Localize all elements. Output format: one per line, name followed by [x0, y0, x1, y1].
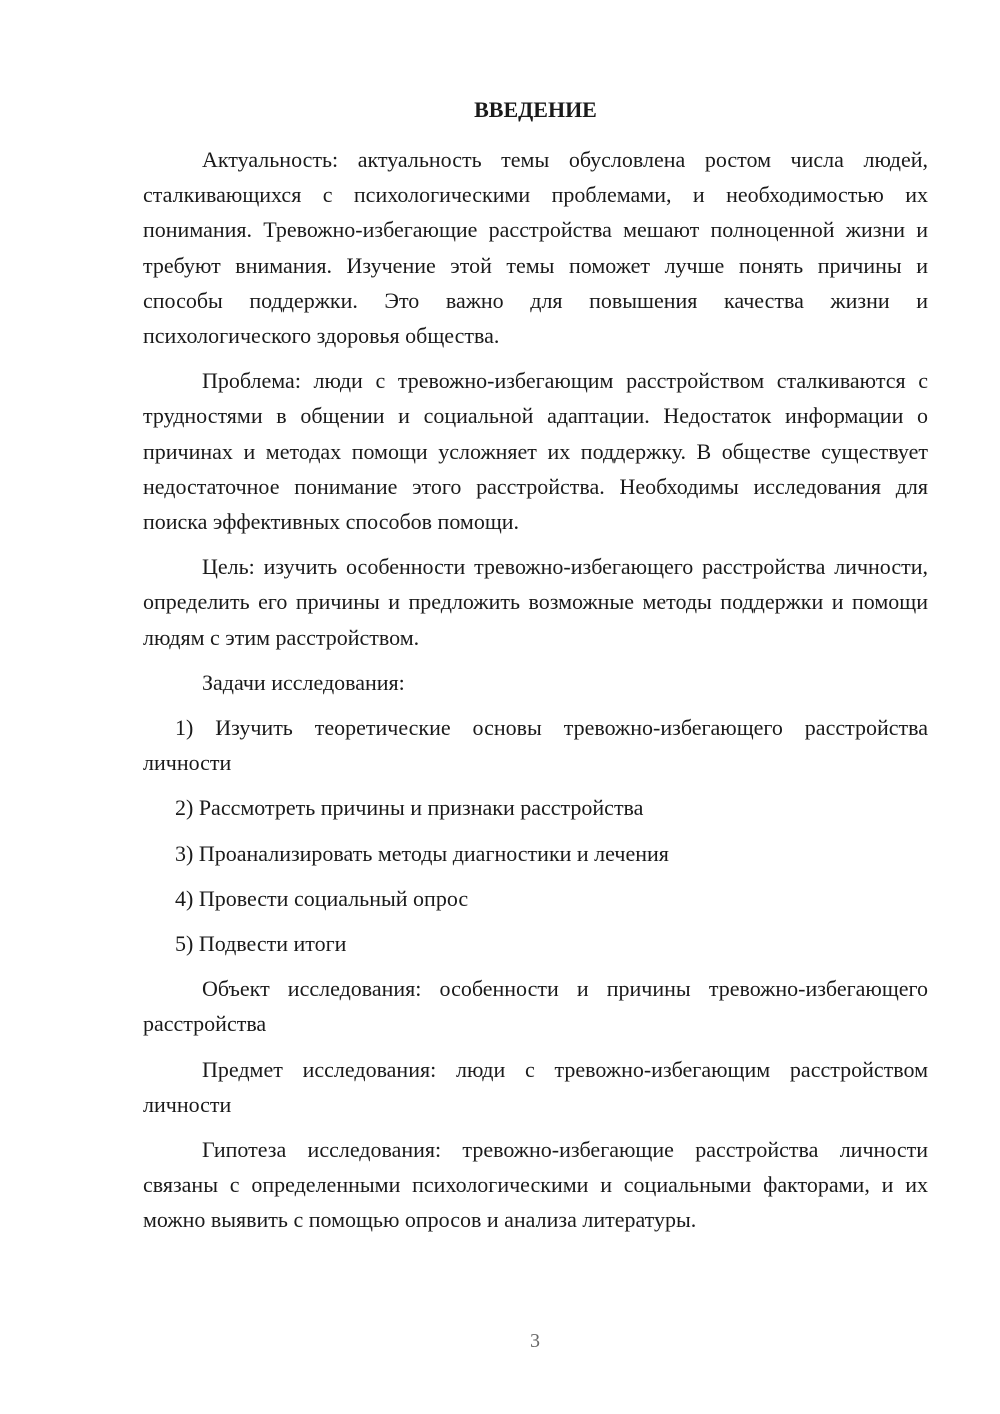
- section-title: ВВЕДЕНИЕ: [474, 97, 597, 122]
- task-item: 4) Провести социальный опрос: [175, 885, 469, 911]
- relevance-paragraph: Актуальность: актуальность темы обусловлена ростом числа людей, сталкивающихся с психологическими проблемами, и необходимостью их понимания. Тревожно-избегающие расстройства мешают полноценной жизни и требуют внимания. Изучение этой темы поможет лучше понять причины и способы поддержки. Это важно для повышения качества жизни и психологического здоровья общества.: [143, 147, 928, 349]
- hypothesis-paragraph: Гипотеза исследования: тревожно-избегающие расстройства личности связаны с определенными психологическими и социальными факторами, и их можно выявить с помощью опросов и анализа литературы.: [143, 1137, 928, 1233]
- task-item: 5) Подвести итоги: [175, 931, 347, 957]
- problem-paragraph: Проблема: люди с тревожно-избегающим расстройством сталкиваются с трудностями в общении и социальной адаптации. Недостаток информации о причинах и методах помощи усложняет их поддержку. В обществе существует недостаточное понимание этого расстройства. Необходимы исследования для поиска эффективных способов помощи.: [143, 368, 928, 535]
- document-page: [143, 92, 928, 1248]
- task-item: 3) Проанализировать методы диагностики и лечения: [175, 840, 669, 866]
- tasks-heading: Задачи исследования:: [202, 669, 405, 695]
- object-paragraph: Объект исследования: особенности и причины тревожно-избегающего расстройства: [143, 976, 928, 1037]
- subject-paragraph: Предмет исследования: люди с тревожно-избегающим расстройством личности: [143, 1056, 928, 1117]
- page-number: 3: [530, 1330, 540, 1352]
- task-item: 1) Изучить теоретические основы тревожно-избегающего расстройства личности: [143, 715, 928, 776]
- task-item: 2) Рассмотреть причины и признаки расстройства: [175, 795, 644, 821]
- goal-paragraph: Цель: изучить особенности тревожно-избегающего расстройства личности, определить его причины и предложить возможные методы поддержки и помощи людям с этим расстройством.: [143, 554, 928, 650]
